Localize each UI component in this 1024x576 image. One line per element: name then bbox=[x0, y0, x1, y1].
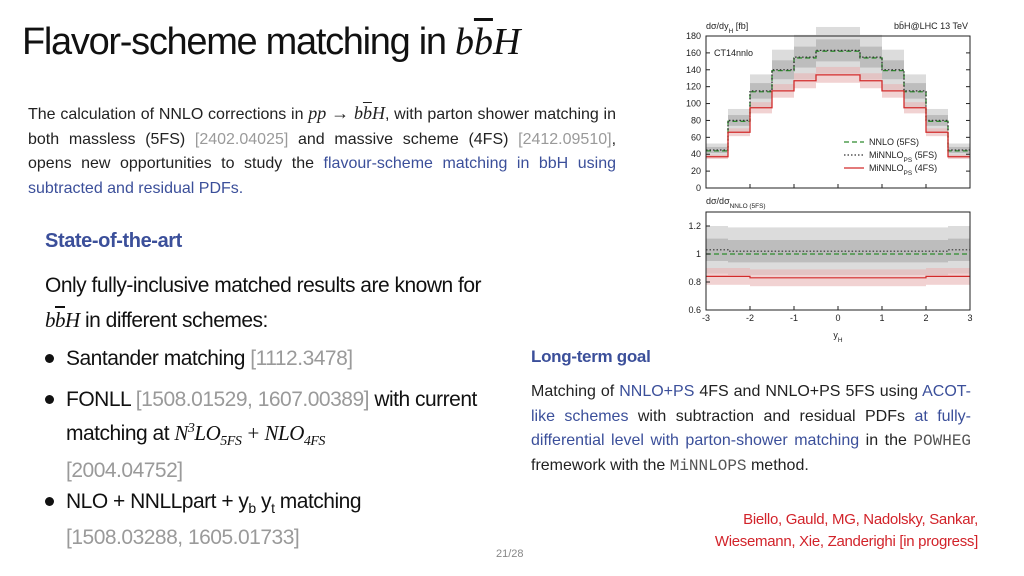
fonll-math-lo: LO bbox=[194, 421, 221, 445]
bullet-ref[interactable]: [1508.01529, 1607.00389] bbox=[135, 388, 369, 411]
bullet-label-a: NLO + NNLLpart + y bbox=[66, 490, 249, 513]
fonll-math-plus: + bbox=[241, 421, 265, 445]
ratio-y-tick-label: 0.6 bbox=[688, 305, 701, 315]
rapidity-plot-svg bbox=[668, 14, 978, 344]
authors-line-1: Biello, Gauld, MG, Nadolsky, Sankar, bbox=[743, 511, 978, 528]
x-tick-label: 1 bbox=[879, 313, 885, 323]
ltg-blue-3: at fully-differential level with parton-shower matching bbox=[531, 407, 971, 449]
bullet-santander bbox=[45, 344, 485, 373]
bullet-dot bbox=[45, 395, 54, 404]
intro-ref-1[interactable]: [2402.04025] bbox=[194, 130, 289, 148]
title-math-b: b bbox=[454, 21, 474, 63]
authors bbox=[648, 509, 978, 553]
intro-math-pp: pp bbox=[308, 103, 327, 123]
ltg-text-1: Matching of bbox=[531, 383, 620, 400]
bullet-label: FONLL bbox=[66, 388, 136, 411]
pdf-label: CT14nnlo bbox=[714, 48, 754, 58]
ratio-band bbox=[794, 240, 816, 262]
bullet-label: Santander matching bbox=[66, 347, 251, 370]
slide-title bbox=[22, 20, 520, 64]
intro-highlight: flavour-scheme matching in bbH using subtracted and residual PDFs. bbox=[28, 155, 616, 197]
ltg-text-3: with subtraction and residual PDFs bbox=[628, 407, 915, 425]
bullet-sub-t: t bbox=[271, 500, 275, 517]
title-math-bbar: $\overline{b}$ bbox=[473, 21, 493, 63]
bullet-ref[interactable]: [1508.03288, 1605.01733] bbox=[66, 526, 300, 550]
fonll-math-n: N bbox=[174, 421, 188, 445]
bullet-label-2: with current matching at bbox=[66, 388, 477, 445]
legend-label-2: MiNNLO$_{PS}$ (4FS) bbox=[869, 163, 938, 177]
intro-math-arrow: → bbox=[326, 103, 354, 123]
sota-intro-tail: in different schemes: bbox=[79, 309, 268, 332]
intro-text-1: The calculation of NNLO corrections in bbox=[28, 106, 309, 123]
sota-intro-text: Only fully-inclusive matched results are known for bbox=[45, 274, 482, 297]
ltg-mono-powheg: POWHEG bbox=[913, 432, 972, 450]
bullet-dot bbox=[45, 497, 54, 506]
y-tick-label: 180 bbox=[685, 31, 701, 41]
fonll-math-sub-4fs: 4FS bbox=[303, 434, 325, 450]
legend-label-0: NNLO (5FS) bbox=[869, 137, 920, 147]
y-tick-label: 140 bbox=[685, 64, 701, 75]
bullet-ref[interactable]: [1112.3478] bbox=[250, 347, 353, 370]
fonll-math bbox=[174, 421, 325, 450]
intro-math-bbar: $\overline{b}$ bbox=[362, 103, 372, 123]
x-tick-label: -3 bbox=[701, 313, 711, 323]
y-tick-label: 0 bbox=[695, 183, 701, 193]
sota-math-b: b bbox=[45, 308, 55, 332]
ltg-heading: Long-term goal bbox=[531, 347, 651, 366]
ratio-y-tick-label: 1 bbox=[695, 249, 701, 259]
fonll-math-sup: 3 bbox=[187, 421, 195, 436]
y-tick-label: 40 bbox=[690, 149, 701, 160]
bullet-fonll bbox=[45, 385, 485, 485]
y-tick-label: 100 bbox=[685, 98, 701, 109]
intro-math-b: b bbox=[353, 103, 363, 123]
ratio-y-axis-title: $d\sigma/d\sigma_{NNLO (5FS)}$ bbox=[706, 196, 766, 210]
ltg-paragraph bbox=[531, 380, 971, 478]
ltg-text-4: in the bbox=[859, 432, 914, 449]
y-tick-label: 80 bbox=[690, 115, 701, 126]
intro-math bbox=[308, 103, 385, 123]
intro-text-3: and massive scheme (4FS) bbox=[288, 130, 519, 148]
uncertainty-band bbox=[904, 83, 926, 99]
y-tick-label: 160 bbox=[685, 47, 701, 58]
sota-intro bbox=[45, 268, 485, 338]
ratio-y-tick-label: 0.8 bbox=[688, 277, 701, 287]
bullet-dot bbox=[45, 354, 54, 363]
y-tick-label: 60 bbox=[690, 132, 701, 143]
intro-math-h: H bbox=[371, 103, 385, 123]
ltg-blue-1: NNLO+PS bbox=[619, 383, 695, 400]
sota-math-h: H bbox=[65, 308, 80, 332]
intro-paragraph bbox=[28, 101, 616, 201]
ltg-mono-minnlops: MiNNLOPS bbox=[669, 456, 747, 475]
intro-ref-2[interactable]: [2412.09510] bbox=[518, 130, 612, 148]
x-tick-label: 3 bbox=[967, 313, 973, 323]
rapidity-plot bbox=[668, 14, 978, 349]
title-math-h: H bbox=[492, 21, 521, 63]
legend-label-1: MiNNLO$_{PS}$ (5FS) bbox=[869, 150, 938, 164]
x-tick-label: -1 bbox=[789, 313, 799, 323]
sota-math-bbar: $\overline{b}$ bbox=[55, 308, 65, 332]
x-tick-label: -2 bbox=[745, 313, 755, 323]
ltg-text-2: 4FS and NNLO+PS 5FS using bbox=[694, 383, 923, 400]
ltg-blue-2: ACOT-like schemes bbox=[531, 383, 971, 425]
sota-heading: State-of-the-art bbox=[45, 230, 182, 252]
sota-math bbox=[45, 308, 80, 332]
process-label: bb̄H@LHC 13 TeV bbox=[893, 21, 968, 31]
bullet-nlo-nnll bbox=[45, 487, 485, 552]
y-axis-title: $d\sigma/dy_H$ [fb] bbox=[706, 21, 749, 35]
title-text: Flavor-scheme matching in bbox=[22, 21, 455, 63]
authors-line-2: Wiesemann, Xie, Zanderighi [in progress] bbox=[714, 533, 978, 550]
bullet-sub-b: b bbox=[248, 500, 256, 517]
bullet-label-c: matching bbox=[274, 490, 361, 513]
ratio-y-tick-label: 1.2 bbox=[688, 221, 701, 231]
bullet-label-b: y bbox=[255, 490, 272, 513]
ltg-text-6: method. bbox=[746, 456, 809, 474]
intro-text-2: , with parton shower matching in both massless (5FS) bbox=[28, 106, 617, 148]
page-number: 21/28 bbox=[496, 548, 524, 560]
x-axis-title: $y_H$ bbox=[833, 330, 843, 344]
title-math bbox=[455, 21, 520, 63]
x-tick-label: 0 bbox=[835, 313, 841, 323]
fonll-math-sub-5fs: 5FS bbox=[220, 434, 242, 450]
intro-text-4: , opens new opportunities to study the bbox=[28, 130, 617, 172]
y-tick-label: 120 bbox=[685, 81, 701, 92]
fonll-math-nlo: NLO bbox=[264, 421, 304, 445]
y-tick-label: 20 bbox=[690, 166, 701, 177]
bullet-ref-2[interactable]: [2004.04752] bbox=[66, 459, 183, 483]
x-tick-label: 2 bbox=[923, 313, 929, 323]
ltg-text-5: fremework with the bbox=[531, 456, 670, 474]
